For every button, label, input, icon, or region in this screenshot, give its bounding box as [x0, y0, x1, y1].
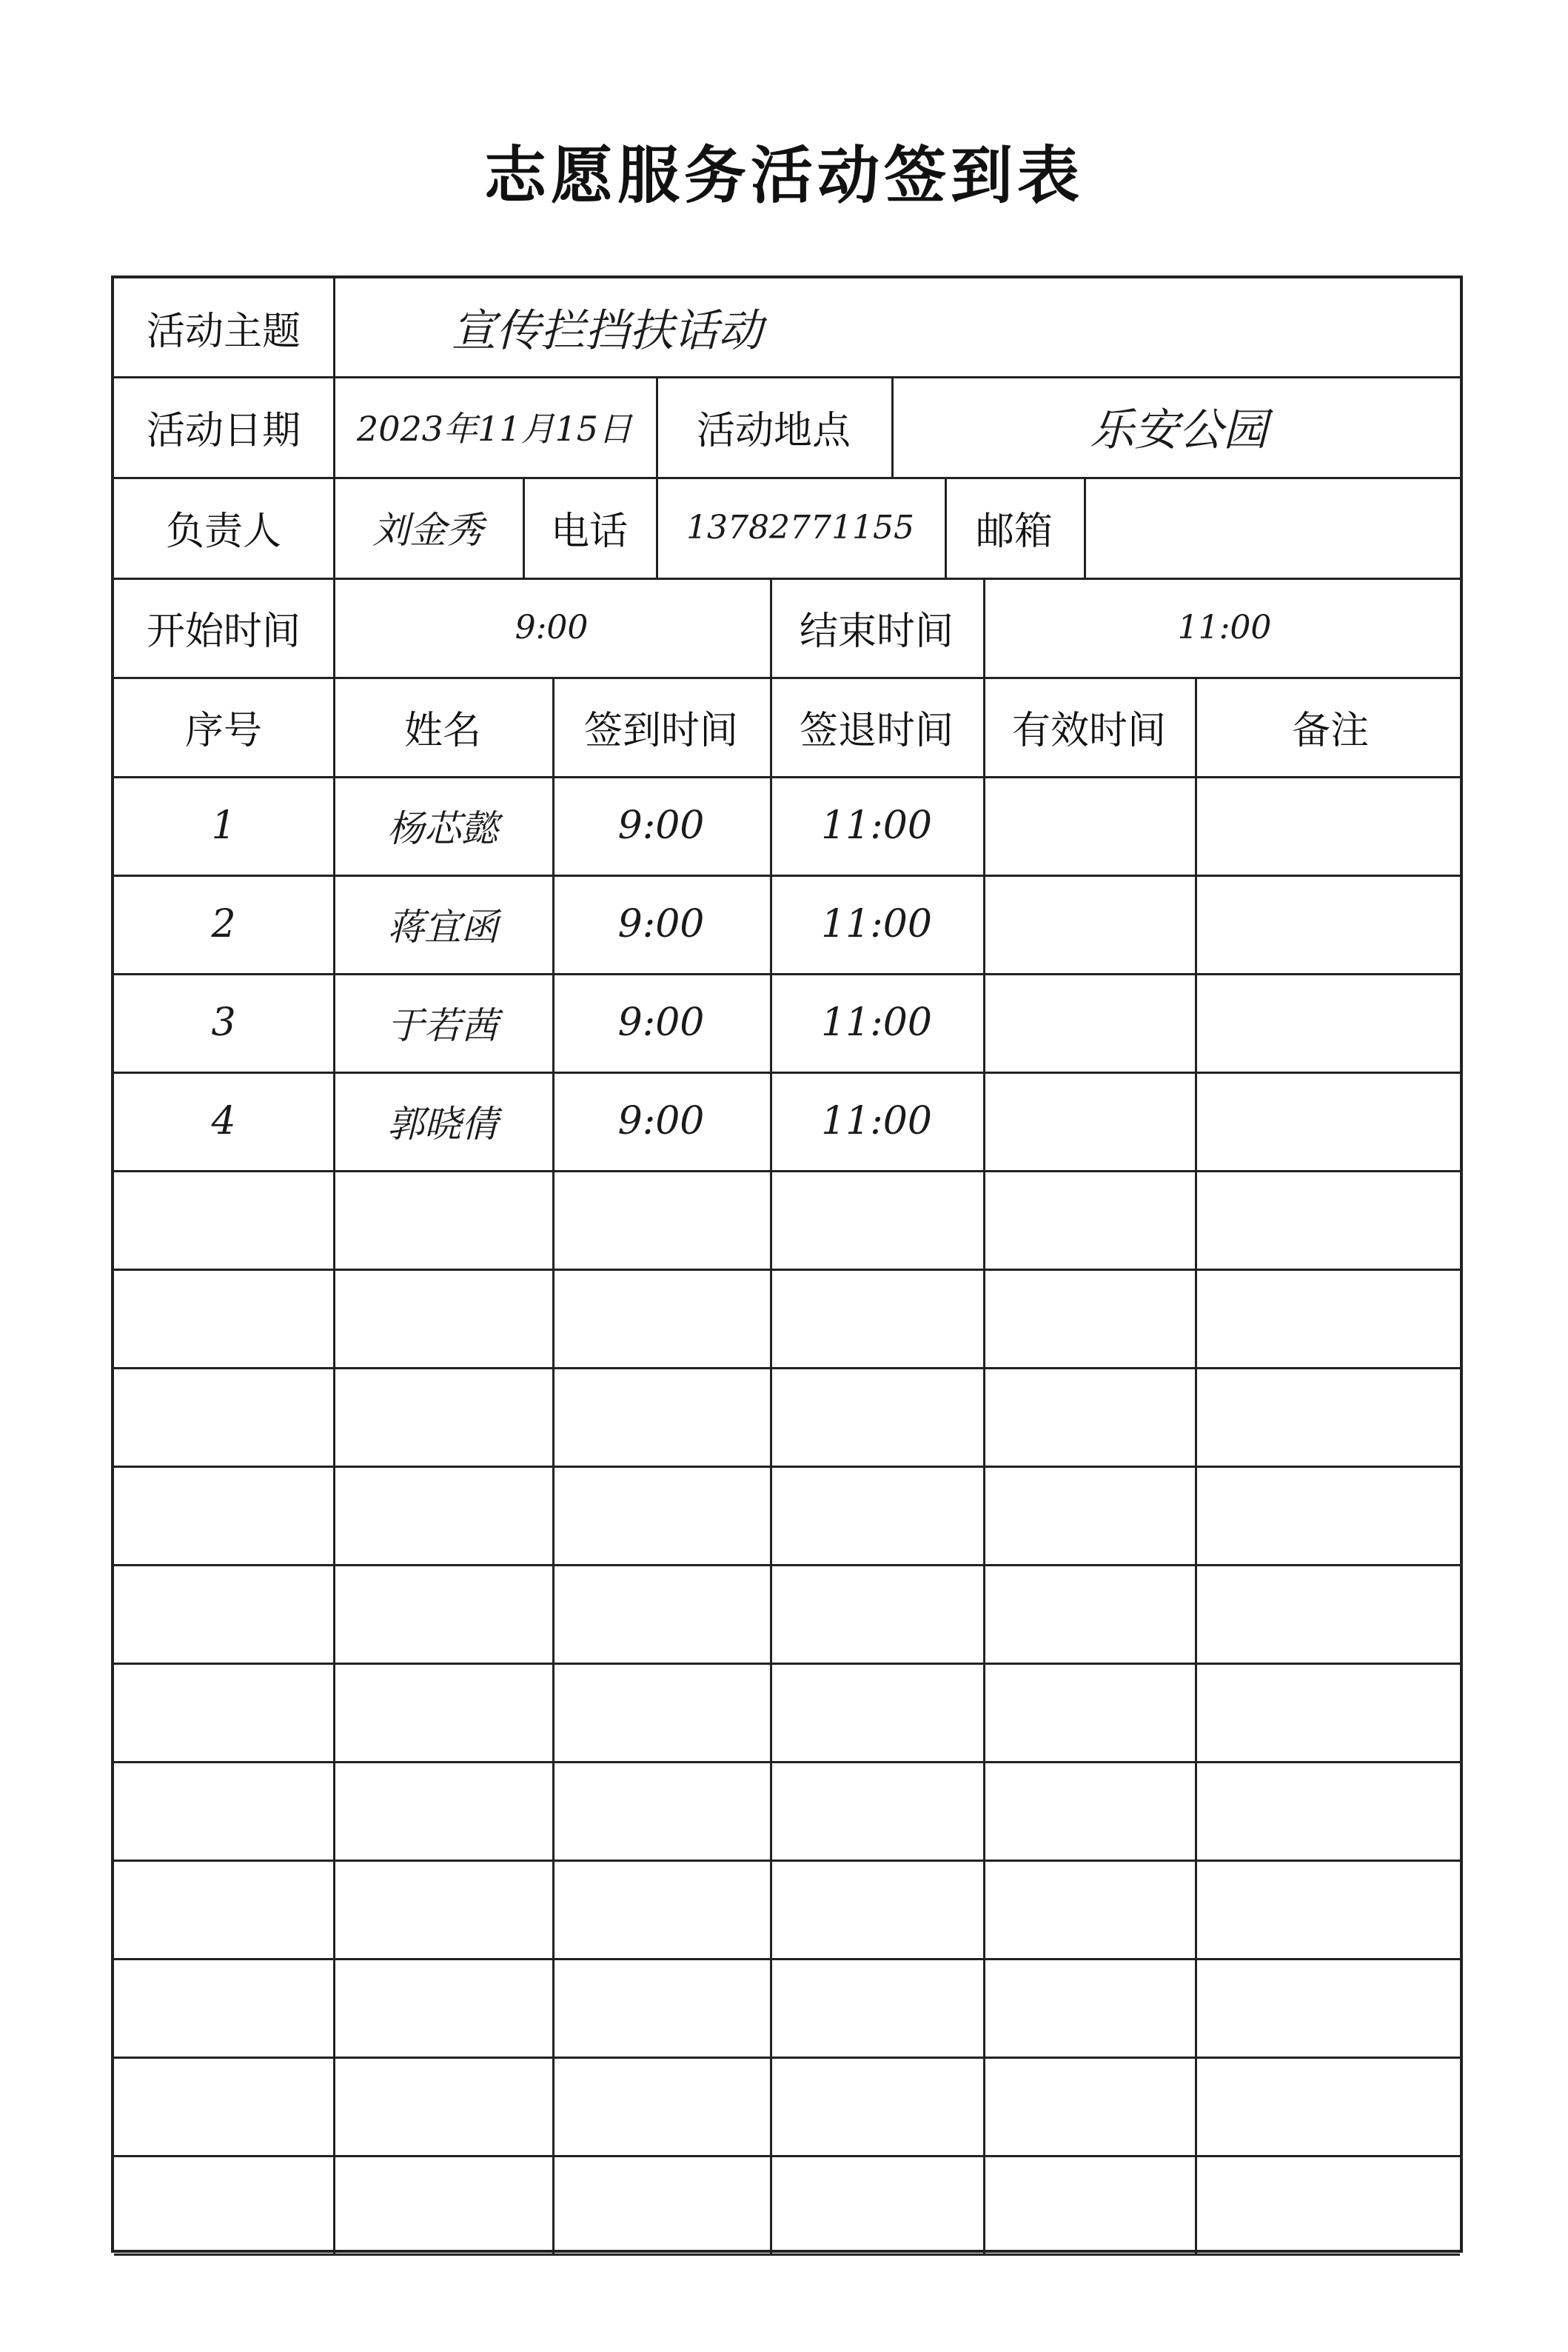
- location-value: 乐安公园: [1090, 404, 1267, 456]
- cell-name: 杨芯懿: [387, 806, 498, 850]
- cell-signout: [770, 1663, 983, 1761]
- leader-value: 刘金秀: [372, 509, 483, 552]
- header-name: 姓名: [403, 708, 481, 753]
- cell-name: [333, 1860, 552, 1958]
- start-time-label: 开始时间: [146, 609, 301, 654]
- cell-seq: [114, 1564, 333, 1663]
- cell-valid: [983, 2155, 1195, 2254]
- cell-valid: [983, 1564, 1195, 1663]
- cell-signout: 11:00: [821, 901, 932, 946]
- topic-value: 宣传拦挡扶话动: [452, 305, 763, 357]
- cell-name: [333, 2057, 552, 2155]
- cell-name: [333, 1269, 552, 1367]
- cell-remarks: [1195, 1860, 1466, 1958]
- cell-name: 郭晓倩: [387, 1102, 498, 1146]
- document-title: 志愿服务活动签到表: [483, 139, 1084, 212]
- cell-seq: 4: [211, 1098, 236, 1143]
- cell-signin: 9:00: [617, 803, 705, 848]
- topic-label: 活动主题: [146, 309, 301, 354]
- cell-signout: 11:00: [821, 1000, 932, 1045]
- cell-seq: [114, 2057, 333, 2155]
- cell-signin: [552, 1170, 770, 1269]
- cell-signin: [552, 1466, 770, 1564]
- start-time-value: 9:00: [515, 608, 589, 647]
- cell-remarks: [1195, 2155, 1466, 2254]
- email-value: [1084, 477, 1466, 578]
- cell-remarks: [1195, 1170, 1466, 1269]
- cell-signin: [552, 2057, 770, 2155]
- cell-signout: [770, 1466, 983, 1564]
- cell-valid: [983, 1958, 1195, 2057]
- cell-seq: [114, 1958, 333, 2057]
- cell-seq: [114, 1466, 333, 1564]
- cell-signout: [770, 1367, 983, 1466]
- cell-valid: [983, 1072, 1195, 1170]
- end-time-value: 11:00: [1177, 608, 1272, 647]
- cell-remarks: [1195, 1269, 1466, 1367]
- cell-name: [333, 2155, 552, 2254]
- cell-signout: [770, 1269, 983, 1367]
- cell-seq: [114, 1860, 333, 1958]
- cell-valid: [983, 1761, 1195, 1860]
- header-remarks: 备注: [1291, 708, 1369, 753]
- cell-signin: [552, 1367, 770, 1466]
- email-label: 邮箱: [975, 509, 1053, 554]
- cell-signout: 11:00: [821, 803, 932, 848]
- cell-signin: [552, 1663, 770, 1761]
- leader-label: 负责人: [165, 509, 281, 554]
- cell-seq: [114, 1663, 333, 1761]
- cell-remarks: [1195, 1466, 1466, 1564]
- cell-remarks: [1195, 776, 1466, 875]
- cell-signin: [552, 1958, 770, 2057]
- cell-name: [333, 1564, 552, 1663]
- cell-valid: [983, 2057, 1195, 2155]
- cell-name: [333, 1958, 552, 2057]
- cell-signin: [552, 1564, 770, 1663]
- cell-valid: [983, 1269, 1195, 1367]
- cell-remarks: [1195, 875, 1466, 973]
- cell-valid: [983, 776, 1195, 875]
- cell-signin: [552, 1269, 770, 1367]
- cell-remarks: [1195, 1958, 1466, 2057]
- cell-signout: [770, 1761, 983, 1860]
- cell-signin: 9:00: [617, 1000, 705, 1045]
- cell-signout: 11:00: [821, 1098, 932, 1143]
- cell-signin: 9:00: [617, 1098, 705, 1143]
- cell-remarks: [1195, 1072, 1466, 1170]
- cell-seq: [114, 1761, 333, 1860]
- date-value: 2023年11月15日: [356, 409, 633, 449]
- cell-seq: 3: [211, 1000, 236, 1045]
- cell-valid: [983, 1663, 1195, 1761]
- cell-signout: [770, 2057, 983, 2155]
- cell-valid: [983, 1367, 1195, 1466]
- cell-signin: [552, 1860, 770, 1958]
- location-label: 活动地点: [696, 408, 851, 453]
- cell-name: 蒋宜函: [387, 905, 498, 949]
- cell-remarks: [1195, 1564, 1466, 1663]
- cell-name: 于若茜: [387, 1003, 498, 1047]
- end-time-label: 结束时间: [799, 609, 954, 654]
- cell-name: [333, 1170, 552, 1269]
- header-signout-time: 签退时间: [799, 708, 954, 753]
- cell-signout: [770, 1860, 983, 1958]
- cell-signin: 9:00: [617, 901, 705, 946]
- cell-signin: [552, 1761, 770, 1860]
- cell-valid: [983, 973, 1195, 1072]
- cell-valid: [983, 1466, 1195, 1564]
- cell-name: [333, 1466, 552, 1564]
- header-signin-time: 签到时间: [583, 708, 738, 753]
- signin-form: [111, 275, 1463, 2253]
- date-label: 活动日期: [146, 408, 301, 453]
- cell-seq: [114, 2155, 333, 2254]
- cell-remarks: [1195, 973, 1466, 1072]
- cell-name: [333, 1761, 552, 1860]
- cell-seq: [114, 1170, 333, 1269]
- cell-signin: [552, 2155, 770, 2254]
- cell-valid: [983, 875, 1195, 973]
- cell-remarks: [1195, 1761, 1466, 1860]
- header-valid-time: 有效时间: [1011, 708, 1166, 753]
- phone-value: 13782771155: [686, 508, 914, 547]
- cell-seq: [114, 1269, 333, 1367]
- cell-valid: [983, 1860, 1195, 1958]
- cell-signout: [770, 2155, 983, 2254]
- header-seq: 序号: [184, 708, 262, 753]
- cell-name: [333, 1367, 552, 1466]
- cell-seq: 1: [211, 803, 236, 848]
- cell-seq: [114, 1367, 333, 1466]
- cell-remarks: [1195, 1663, 1466, 1761]
- row-divider: [114, 2254, 1460, 2256]
- cell-seq: 2: [211, 901, 236, 946]
- cell-signout: [770, 1958, 983, 2057]
- cell-signout: [770, 1170, 983, 1269]
- phone-label: 电话: [550, 509, 628, 554]
- cell-remarks: [1195, 2057, 1466, 2155]
- cell-name: [333, 1663, 552, 1761]
- cell-valid: [983, 1170, 1195, 1269]
- cell-remarks: [1195, 1367, 1466, 1466]
- cell-signout: [770, 1564, 983, 1663]
